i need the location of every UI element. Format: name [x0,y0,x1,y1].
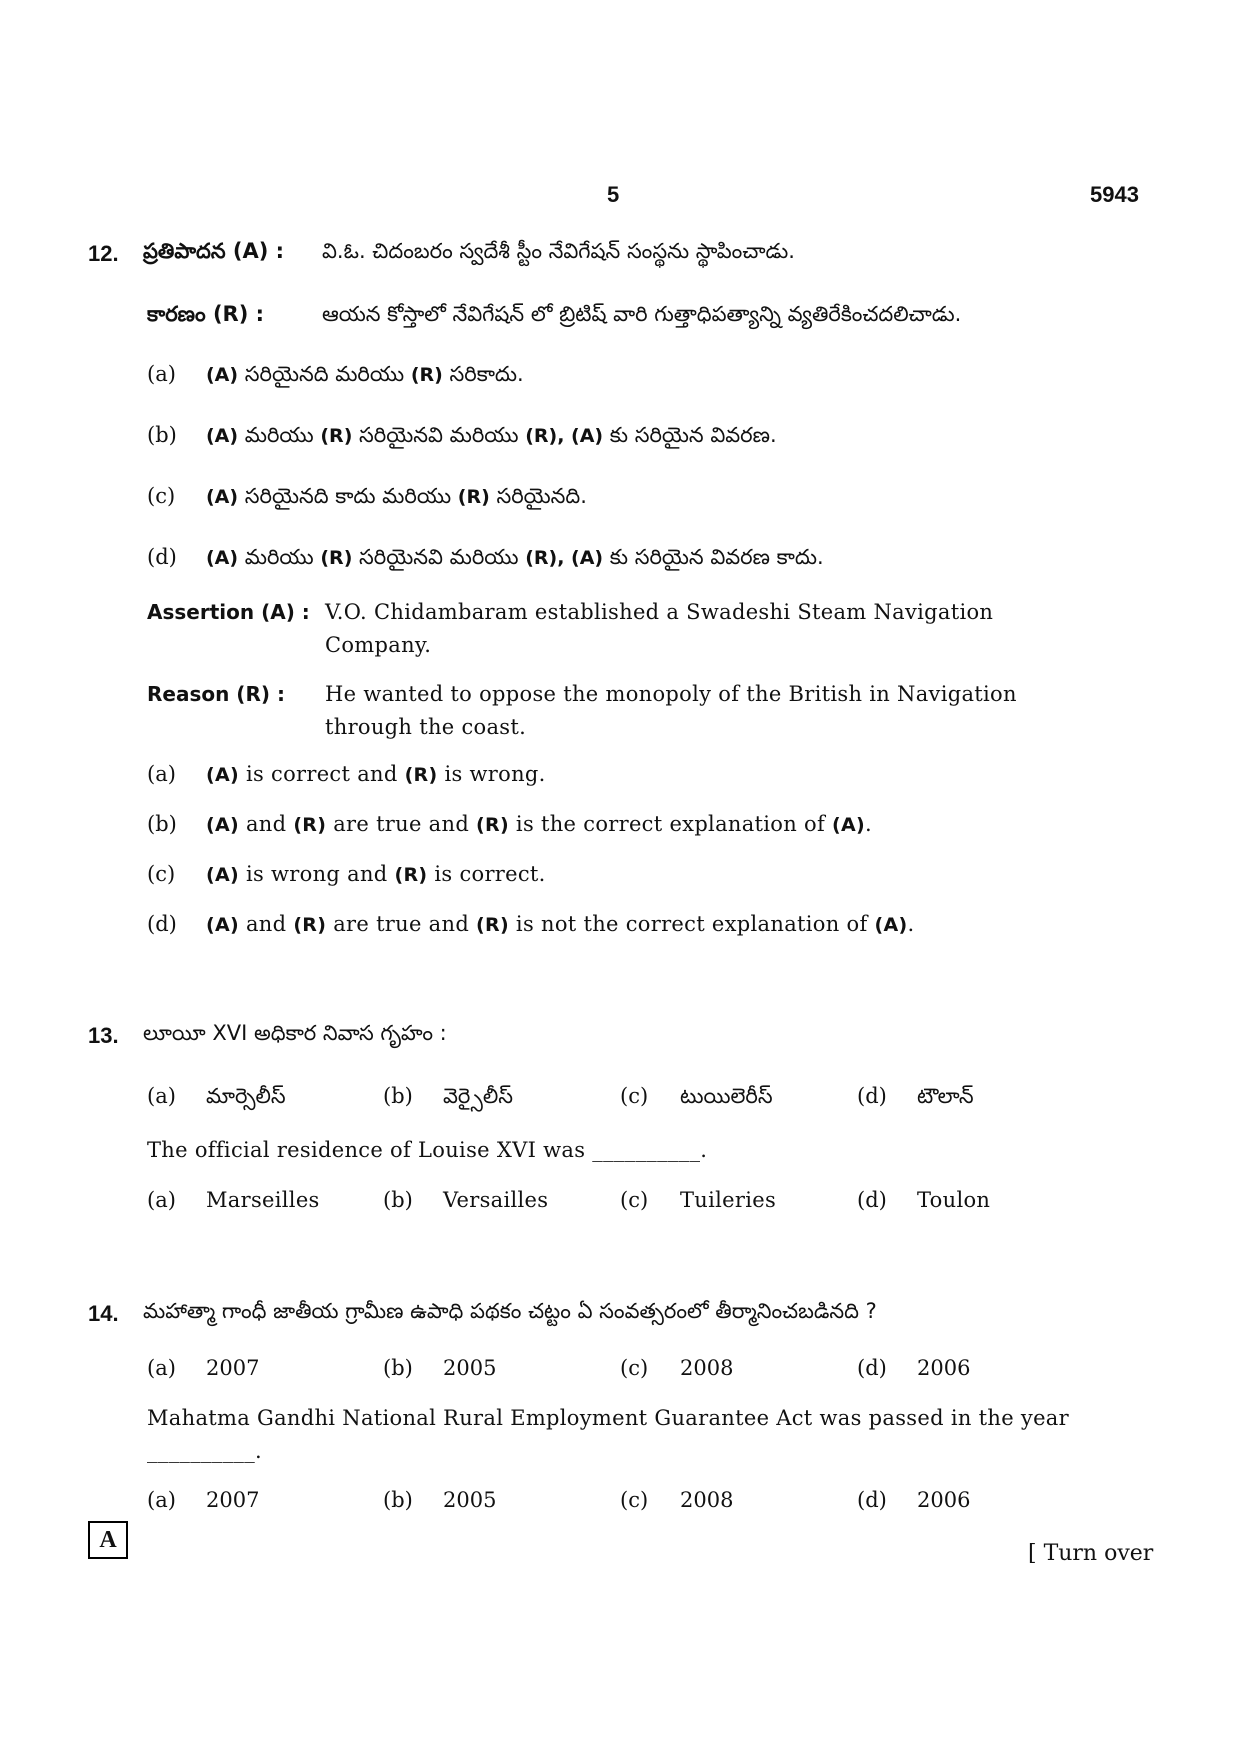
te-reason-text: ఆయన కోస్తాలో నేవిగేషన్ లో బ్రిటిష్ వారి గుత్తాధిపత్యాన్ని వ్యతిరేకించదలిచాడు. [322,302,962,326]
q12-en-option-b-label: (b) [147,812,177,836]
q12-en-option-a-label: (a) [147,762,176,786]
q12-te-option-c-label: (c) [147,484,176,508]
q13-te-option-d-label: (d) [857,1084,887,1108]
q12-te-option-a-label: (a) [147,362,176,386]
q12-en-option-a: (A) is correct and (R) is wrong. [206,762,546,786]
q14-en-option-a: 2007 [206,1488,260,1512]
q12-te-option-d-label: (d) [147,545,177,569]
en-reason-text: He wanted to oppose the monopoly of the British in Navigation through the coast. [325,682,1017,739]
question-number-12: 12. [88,241,119,266]
q13-te-option-d: టౌలాన్ [917,1084,974,1108]
q14-te-option-c: 2008 [680,1356,734,1380]
q14-te-option-a: 2007 [206,1356,260,1380]
q13-te-option-c: టుయిలెరీస్ [680,1084,773,1108]
q14-en-option-a-label: (a) [147,1488,176,1512]
q14-te-option-a-label: (a) [147,1356,176,1380]
q12-te-option-c: (A) సరియైనది కాదు మరియు (R) సరియైనది. [206,484,587,508]
q14-te-option-b: 2005 [443,1356,497,1380]
q14-te-option-c-label: (c) [620,1356,649,1380]
q13-te-option-a-label: (a) [147,1084,176,1108]
te-reason-label: కారణం (R) : [147,302,265,326]
q13-en-option-c: Tuileries [680,1188,777,1212]
q14-te-option-b-label: (b) [383,1356,413,1380]
q13-en-option-c-label: (c) [620,1188,649,1212]
q13-en-option-a: Marseilles [206,1188,320,1212]
paper-code: 5943 [1090,182,1139,207]
te-assertion-text: వి.ఓ. చిదంబరం స్వదేశీ స్టీం నేవిగేషన్ సంస్థను స్థాపించాడు. [322,239,795,263]
en-assertion-text: V.O. Chidambaram established a Swadeshi Steam Navigation Company. [325,600,994,657]
series-box: A [88,1521,128,1559]
question-number-13: 13. [88,1023,119,1048]
q12-en-option-d: (A) and (R) are true and (R) is not the correct explanation of (A). [206,912,915,936]
q12-en-option-b: (A) and (R) are true and (R) is the correct explanation of (A). [206,812,873,836]
q12-te-option-a: (A) సరియైనది మరియు (R) సరికాదు. [206,362,524,386]
q14-en-option-d: 2006 [917,1488,971,1512]
q13-te-option-b-label: (b) [383,1084,413,1108]
q12-en-option-d-label: (d) [147,912,177,936]
q13-en-option-b: Versailles [443,1188,549,1212]
turn-over-label: [ Turn over [1028,1541,1154,1566]
q13-en-question: The official residence of Louise XVI was __________. [147,1138,708,1162]
q12-te-option-d: (A) మరియు (R) సరియైనవి మరియు (R), (A) కు సరియైన వివరణ కాదు. [206,545,824,569]
te-assertion-label: ప్రతిపాదన (A) : [143,239,285,263]
q14-te-question: మహాత్మా గాంధీ జాతీయ గ్రామీణ ఉపాధి పథకం చట్టం ఏ సంవత్సరంలో తీర్మానించబడినది ? [143,1299,877,1323]
q14-en-option-c-label: (c) [620,1488,649,1512]
q12-en-option-c: (A) is wrong and (R) is correct. [206,862,546,886]
q14-en-option-c: 2008 [680,1488,734,1512]
q14-en-option-b: 2005 [443,1488,497,1512]
q14-te-option-d-label: (d) [857,1356,887,1380]
question-number-14: 14. [88,1301,119,1326]
q14-en-option-d-label: (d) [857,1488,887,1512]
page-number: 5 [607,182,620,207]
q12-en-option-c-label: (c) [147,862,176,886]
q13-en-option-b-label: (b) [383,1188,413,1212]
q14-en-question: Mahatma Gandhi National Rural Employment Guarantee Act was passed in the year __________. [147,1406,1069,1463]
q13-te-option-a: మార్సెలీస్ [206,1084,286,1108]
q13-en-option-d: Toulon [917,1188,991,1212]
q14-en-option-b-label: (b) [383,1488,413,1512]
q13-en-option-d-label: (d) [857,1188,887,1212]
q13-te-question: లూయీ XVI అధికార నివాస గృహం : [143,1021,447,1045]
en-reason-label: Reason (R) : [147,682,285,706]
q13-te-option-b: వెర్సైలీస్ [443,1084,513,1108]
en-assertion-label: Assertion (A) : [147,600,310,624]
q12-te-option-b-label: (b) [147,423,177,447]
q12-te-option-b: (A) మరియు (R) సరియైనవి మరియు (R), (A) కు సరియైన వివరణ. [206,423,777,447]
q13-en-option-a-label: (a) [147,1188,176,1212]
q14-te-option-d: 2006 [917,1356,971,1380]
q13-te-option-c-label: (c) [620,1084,649,1108]
